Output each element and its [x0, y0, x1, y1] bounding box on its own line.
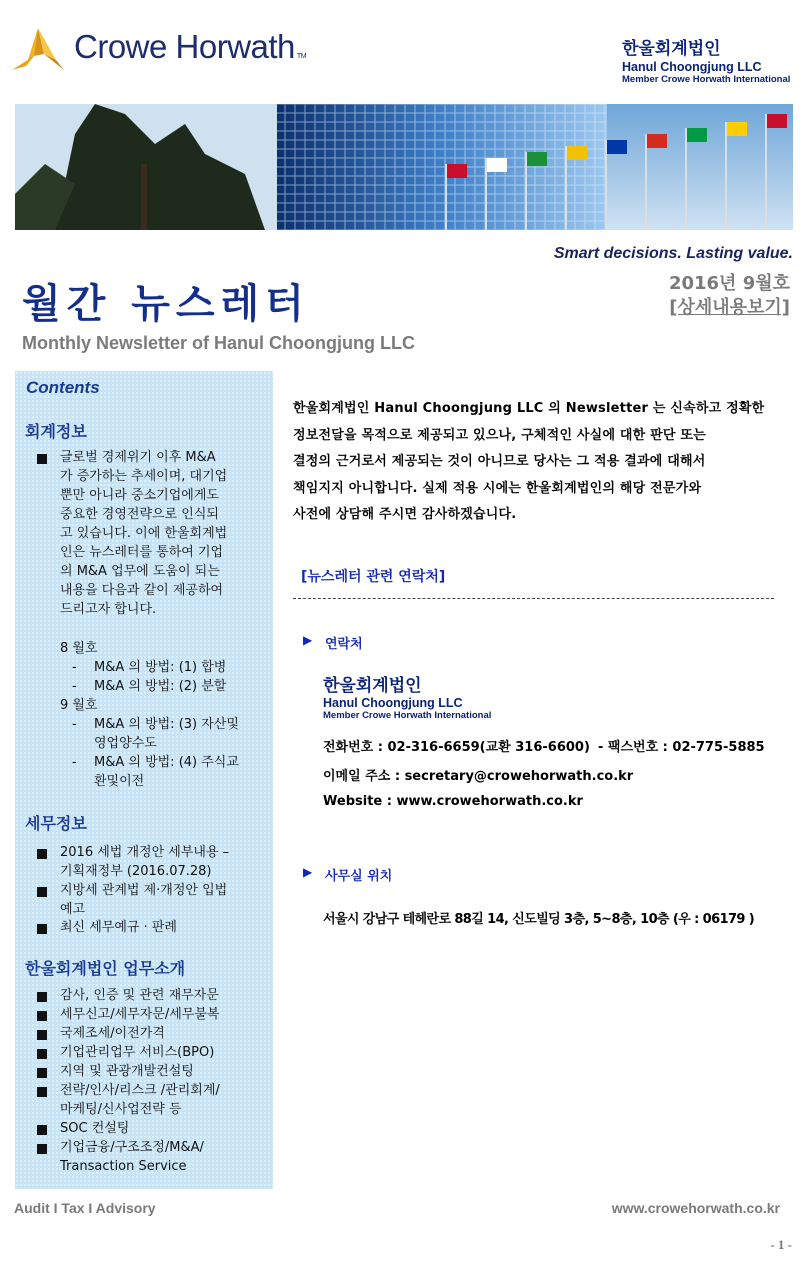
accounting-heading: 회계정보	[25, 422, 87, 441]
accounting-intro: 글로벌 경제위기 이후 M&A 가 증가하는 추세이며, 대기업 뿐만 아니라 중소기업에게도 중요한 경영전략으로 인식되 고 있습니다. 이에 한울회계법 인은 뉴스레터를 통하여 기업 의 M&A 업무에 도움이 되는 내용을 다음과 같이 제공하여 드리고자 합니다.	[60, 450, 228, 617]
firm-logo-block	[622, 34, 790, 85]
service-item: 세무신고/세무자문/세무불복	[60, 1007, 220, 1022]
bullet-square-icon	[37, 992, 47, 1002]
firm-member-line: Member Crowe Horwath International	[622, 74, 791, 85]
aug-issue-label: 8 월호	[60, 641, 98, 656]
tax-item[interactable]: 지방세 관계법 제·개정안 입법 예고	[60, 883, 228, 917]
bullet-square-icon	[37, 924, 47, 934]
triangle-arrow-icon: ▶	[303, 865, 313, 879]
service-item: 전략/인사/리스크 /관리회계/ 마케팅/신사업전략 등	[60, 1083, 220, 1117]
tax-item[interactable]: 최신 세무예규 · 판례	[60, 920, 177, 935]
newsletter-contact-heading: [뉴스레터 관련 연락처]	[301, 569, 446, 585]
office-address: 서울시 강남구 테헤란로 88길 14, 신도빌딩 3층, 5~8층, 10층 (우 : 06179 )	[323, 912, 755, 927]
contents-heading: Contents	[26, 378, 100, 397]
website-link[interactable]: Website : www.crowehorwath.co.kr	[323, 794, 583, 809]
page-subtitle: Monthly Newsletter of Hanul Choongjung LLC	[22, 333, 415, 353]
services-heading: 한울회계법인 업무소개	[25, 959, 186, 978]
bullet-square-icon	[37, 1049, 47, 1059]
service-item: SOC 컨설팅	[60, 1121, 130, 1136]
firm-name-en: Hanul Choongjung LLC	[622, 60, 762, 74]
bullet-square-icon	[37, 1030, 47, 1040]
firm-name-ko: 한울회계법인	[622, 39, 721, 59]
bullet-square-icon	[37, 1144, 47, 1154]
aug-item[interactable]: M&A 의 방법: (2) 분할	[94, 679, 227, 694]
firm-logo-small: 한울회계법인 Hanul Choongjung LLC Member Crowe Horwath International	[323, 676, 492, 721]
aug-item[interactable]: M&A 의 방법: (1) 합병	[94, 660, 227, 675]
service-item: 국제조세/이전가격	[60, 1026, 165, 1041]
issue-block	[669, 272, 790, 320]
office-label: 사무실 위치	[325, 869, 393, 884]
bullet-square-icon	[37, 849, 47, 859]
tagline: Smart decisions. Lasting value.	[553, 245, 793, 262]
service-item: 기업금융/구조조정/M&A/ Transaction Service	[60, 1140, 204, 1174]
bullet-square-icon	[37, 1068, 47, 1078]
page-number: - 1 -	[770, 1237, 792, 1252]
bullet-square-icon	[37, 887, 47, 897]
footer-services: Audit I Tax I Advisory	[14, 1200, 156, 1216]
service-item: 지역 및 관광개발컨설팅	[60, 1064, 194, 1079]
issue-label: 2016년 9월호	[668, 273, 790, 294]
banner-image	[15, 104, 793, 230]
intro-paragraph: 한울회계법인 Hanul Choongjung LLC 의 Newsletter 는 신속하고 정확한 정보전달을 목적으로 제공되고 있으나, 구체적인 사실에 대한 판단 또는 결정의 근거로서 제공되는 것이 아니므로 당사는 그 적용 결과에 대해서 책임지지 아니합니다. 실제 적용 시에는 한울회계법인의 해당 전문가와 사전에 상담해 주시면 감사하겠습니다.	[293, 401, 765, 522]
page-title: 월간 뉴스레터	[22, 281, 310, 327]
tax-item[interactable]: 2016 세법 개정안 세부내용 – 기획재정부 (2016.07.28)	[60, 845, 230, 879]
bullet-square-icon	[37, 1087, 47, 1097]
logo-wordmark: Crowe Horwath TM	[74, 28, 307, 65]
contact-label: 연락처	[325, 637, 363, 652]
phone-number: 전화번호 : 02-316-6659(교환 316-6600)	[323, 740, 590, 755]
sep-issue-label: 9 월호	[60, 698, 98, 713]
bullet-square-icon	[37, 1011, 47, 1021]
fax-number: - 팩스번호 : 02-775-5885	[598, 740, 765, 755]
dashed-divider	[293, 598, 774, 599]
email-address[interactable]: 이메일 주소 : secretary@crowehorwath.co.kr	[323, 769, 634, 784]
sep-item[interactable]: M&A 의 방법: (4) 주식교 환및이전	[94, 755, 239, 789]
service-item: 기업관리업무 서비스(BPO)	[60, 1045, 215, 1060]
footer-website[interactable]: www.crowehorwath.co.kr	[611, 1200, 780, 1216]
service-item: 감사, 인증 및 관련 재무자문	[60, 988, 219, 1003]
crowe-horwath-logo-icon	[12, 26, 64, 72]
tax-heading: 세무정보	[25, 814, 87, 833]
triangle-arrow-icon: ▶	[303, 633, 313, 647]
detail-link[interactable]: [상세내용보기]	[669, 297, 790, 318]
sep-item[interactable]: M&A 의 방법: (3) 자산및 영업양수도	[94, 717, 239, 751]
bullet-square-icon	[37, 454, 47, 464]
bullet-square-icon	[37, 1125, 47, 1135]
